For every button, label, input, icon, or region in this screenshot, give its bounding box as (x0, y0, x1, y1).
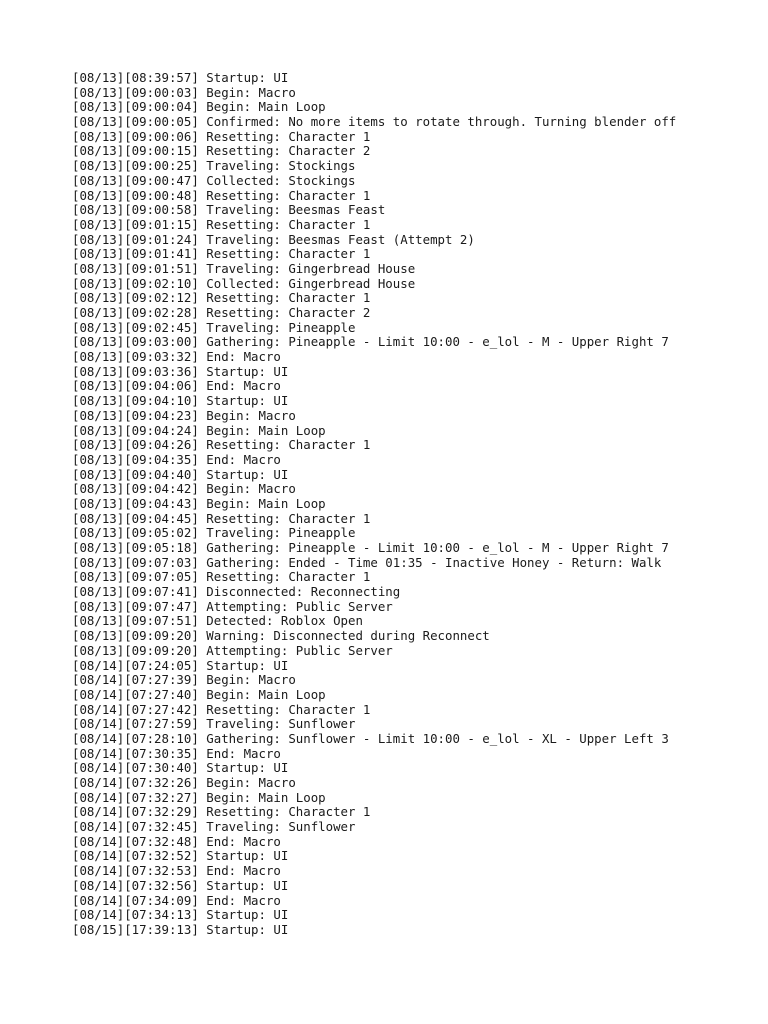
log-line: [08/14][07:34:09] End: Macro (72, 892, 281, 908)
log-line: [08/13][09:02:10] Collected: Gingerbread House (72, 275, 416, 291)
log-line: [08/13][09:04:23] Begin: Macro (72, 407, 296, 423)
log-line: [08/13][09:00:48] Resetting: Character 1 (72, 187, 371, 203)
log-text (72, 71, 752, 938)
log-line: [08/14][07:27:59] Traveling: Sunflower (72, 716, 356, 732)
log-line: [08/13][09:00:05] Confirmed: No more items to rotate through. Turning blender off (72, 114, 677, 130)
log-line: [08/13][09:01:15] Resetting: Character 1 (72, 216, 371, 232)
log-line: [08/14][07:24:05] Startup: UI (72, 657, 289, 673)
log-line: [08/13][09:01:41] Resetting: Character 1 (72, 246, 371, 262)
log-line: [08/13][09:04:43] Begin: Main Loop (72, 495, 326, 511)
log-line: [08/13][09:09:20] Attempting: Public Server (72, 642, 393, 658)
log-line: [08/14][07:30:35] End: Macro (72, 745, 281, 761)
log-line: [08/14][07:27:40] Begin: Main Loop (72, 686, 326, 702)
log-line: [08/13][09:00:04] Begin: Main Loop (72, 99, 326, 115)
log-line: [08/13][09:09:20] Warning: Disconnected during Reconnect (72, 628, 490, 644)
log-line: [08/14][07:32:48] End: Macro (72, 833, 281, 849)
log-line: [08/13][09:04:06] End: Macro (72, 378, 281, 394)
log-line: [08/13][09:07:41] Disconnected: Reconnecting (72, 584, 401, 600)
log-line: [08/13][08:39:57] Startup: UI (72, 70, 289, 85)
log-line: [08/13][09:03:00] Gathering: Pineapple - Limit 10:00 - e_lol - M - Upper Right 7 (72, 334, 669, 350)
log-line: [08/13][09:00:15] Resetting: Character 2 (72, 143, 371, 159)
log-line: [08/13][09:03:32] End: Macro (72, 349, 281, 365)
log-line: [08/13][09:03:36] Startup: UI (72, 363, 289, 379)
log-line: [08/13][09:02:45] Traveling: Pineapple (72, 319, 356, 335)
log-line: [08/14][07:32:27] Begin: Main Loop (72, 789, 326, 805)
log-line: [08/13][09:07:47] Attempting: Public Server (72, 598, 393, 614)
log-line: [08/14][07:32:45] Traveling: Sunflower (72, 819, 356, 835)
log-line: [08/13][09:05:02] Traveling: Pineapple (72, 525, 356, 541)
log-line: [08/13][09:04:24] Begin: Main Loop (72, 422, 326, 438)
log-line: [08/13][09:07:05] Resetting: Character 1 (72, 569, 371, 585)
log-line: [08/13][09:02:12] Resetting: Character 1 (72, 290, 371, 306)
log-line: [08/15][17:39:13] Startup: UI (72, 921, 289, 937)
log-line: [08/14][07:30:40] Startup: UI (72, 760, 289, 776)
log-line: [08/13][09:01:24] Traveling: Beesmas Feast (Attempt 2) (72, 231, 475, 247)
log-line: [08/13][09:05:18] Gathering: Pineapple - Limit 10:00 - e_lol - M - Upper Right 7 (72, 540, 669, 555)
log-line: [08/14][07:32:52] Startup: UI (72, 848, 289, 864)
log-line: [08/14][07:32:56] Startup: UI (72, 877, 289, 893)
log-line: [08/14][07:28:10] Gathering: Sunflower - Limit 10:00 - e_lol - XL - Upper Left 3 (72, 730, 669, 746)
log-line: [08/14][07:32:29] Resetting: Character 1 (72, 804, 371, 820)
log-line: [08/13][09:07:03] Gathering: Ended - Time 01:35 - Inactive Honey - Return: Walk (72, 554, 662, 570)
log-line: [08/13][09:00:06] Resetting: Character 1 (72, 128, 371, 144)
log-line: [08/13][09:00:47] Collected: Stockings (72, 172, 356, 188)
log-line: [08/13][09:07:51] Detected: Roblox Open (72, 613, 363, 629)
log-line: [08/13][09:00:03] Begin: Macro (72, 84, 296, 100)
log-line: [08/13][09:04:40] Startup: UI (72, 466, 289, 482)
log-line: [08/13][09:04:10] Startup: UI (72, 393, 289, 409)
log-line: [08/13][09:00:25] Traveling: Stockings (72, 158, 356, 174)
log-line: [08/13][09:04:42] Begin: Macro (72, 481, 296, 497)
log-line: [08/14][07:32:53] End: Macro (72, 863, 281, 879)
log-line: [08/14][07:27:42] Resetting: Character 1 (72, 701, 371, 717)
log-line: [08/13][09:01:51] Traveling: Gingerbread House (72, 260, 416, 276)
log-line: [08/14][07:34:13] Startup: UI (72, 907, 289, 923)
log-line: [08/13][09:00:58] Traveling: Beesmas Feast (72, 202, 386, 218)
log-line: [08/14][07:32:26] Begin: Macro (72, 775, 296, 790)
log-line: [08/13][09:04:26] Resetting: Character 1 (72, 437, 371, 453)
log-line: [08/13][09:04:35] End: Macro (72, 451, 281, 467)
log-line: [08/13][09:04:45] Resetting: Character 1 (72, 510, 371, 526)
log-line: [08/13][09:02:28] Resetting: Character 2 (72, 305, 371, 320)
log-line: [08/14][07:27:39] Begin: Macro (72, 672, 296, 688)
